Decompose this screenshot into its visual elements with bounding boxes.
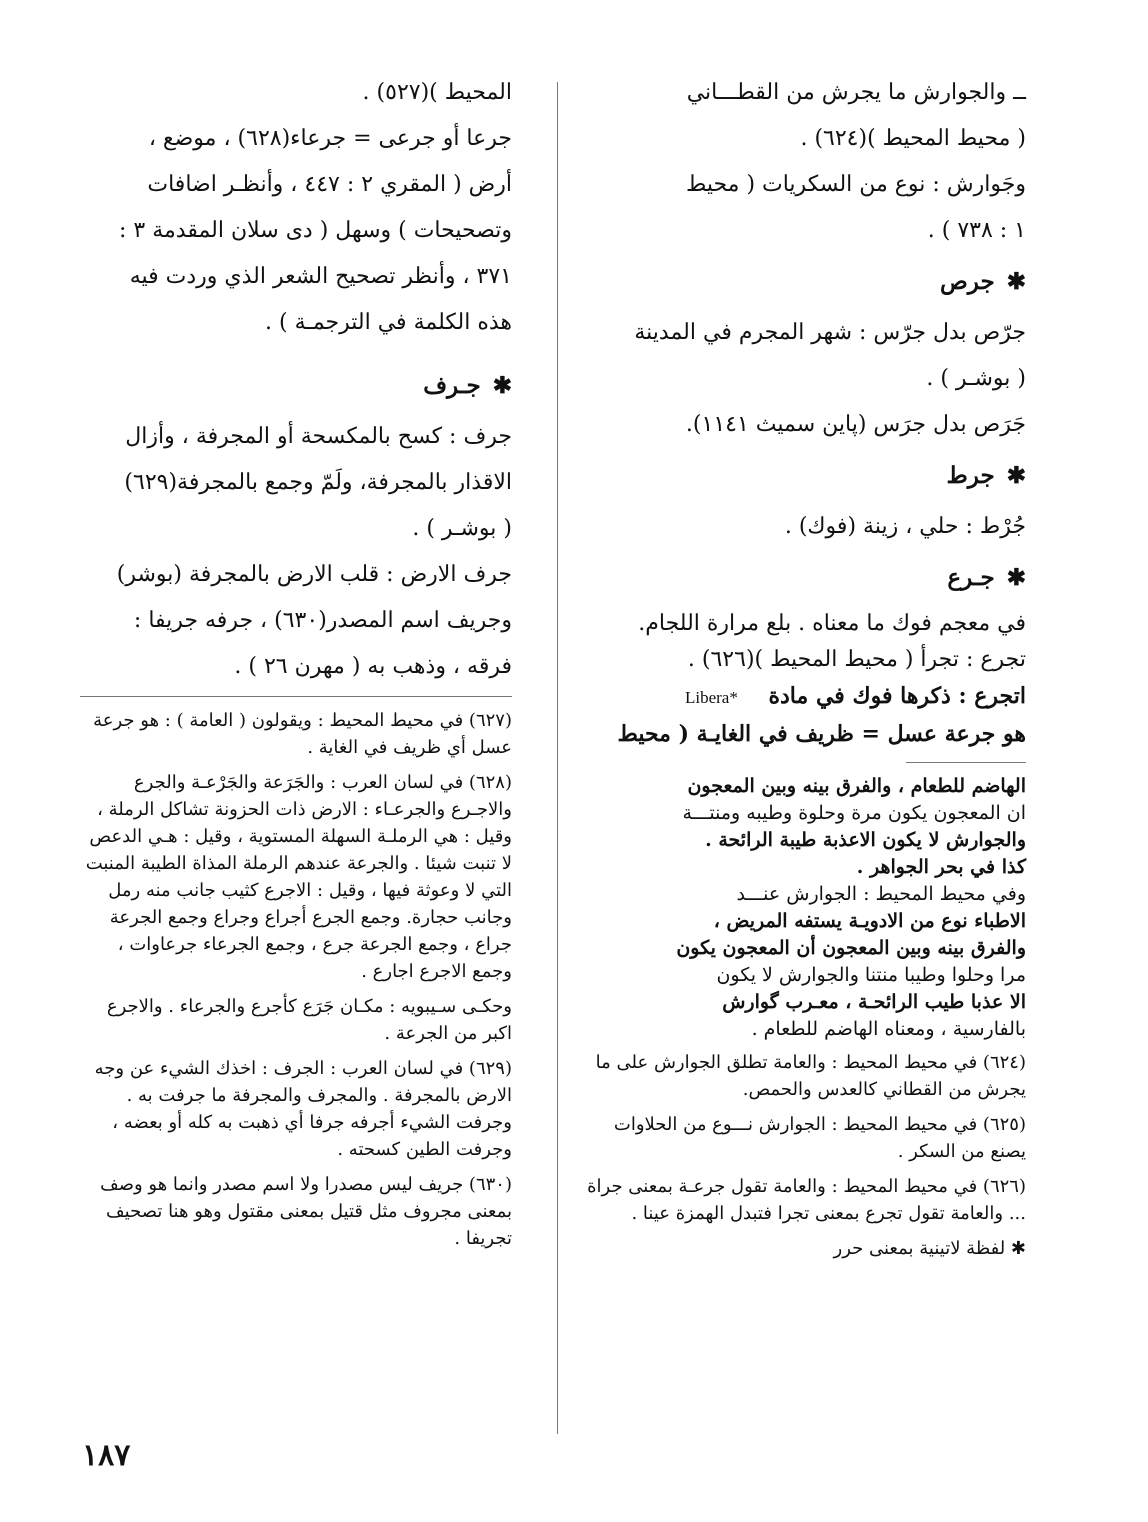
text-line: جرعا أو جرعى = جرعاء(٦٢٨) ، موضع ، — [148, 126, 512, 151]
heading-text: جـرع — [947, 564, 995, 591]
text-line: الاقذار بالمجرفة، ولَمّ وجمع بالمجرفة(٦٢٩) — [124, 470, 512, 495]
footnote-629: (٦٢٩) في لسان العرب : الجرف : اخذك الشيء عن وجه الارض بالمجرفة . والمجرف والمجرفة ما جرفت به . وجرفت الشيء أجرفه جرفا أي ذهبت به كله أو بعضه ، وجرفت الطين كسحته . — [94, 1058, 512, 1160]
text-line: المحيط )(٥٢٧) . — [362, 80, 512, 105]
footnote-625: (٦٢٥) في محيط المحيط : الجوارش نـــوع من الحلاوات يصنع من السكر . — [613, 1114, 1026, 1162]
text-line: أرض ( المقري ٢ : ٤٤٧ ، وأنظـر اضافات — [147, 172, 512, 197]
footnote-628-continued: وحكـى سـيبويه : مكـان جَرَع كأجرع والجرعاء . والاجرع اكبر من الجرعة . — [106, 996, 512, 1044]
text-line: فرقه ، وذهب به ( مهرن ٢٦ ) . — [234, 654, 512, 679]
text-line: ( بوشـر ) . — [412, 516, 512, 541]
right-column — [584, 70, 1026, 1270]
text-line: ــ والجوارش ما يجرش من القطـــاني — [686, 80, 1026, 105]
entry-heading-jaraf — [80, 364, 512, 408]
asterisk-icon: ✱ — [1006, 564, 1026, 591]
asterisk-icon: ✱ — [492, 372, 512, 399]
text-line: اتجرع : ذكرها فوك في مادة — [768, 683, 1026, 709]
note-line: ان المعجون يكون مرة وحلوة وطيبه ومنتـــة — [682, 802, 1026, 824]
footnote-627: (٦٢٧) في محيط المحيط : ويقولون ( العامة ) : هو جرعة عسل أي ظريف في الغاية . — [93, 710, 512, 758]
page-number: ١٨٧ — [82, 1438, 131, 1473]
left-column — [80, 70, 512, 1260]
note-line: والفرق بينه وبين المعجون أن المعجون يكون — [676, 937, 1026, 959]
text-line: ( بوشـر ) . — [926, 366, 1026, 391]
text-line: جرّص بدل جرّس : شهر المجرم في المدينة — [634, 320, 1026, 345]
note-line: الاطباء نوع من الادويـة يستفه المريض ، — [713, 910, 1026, 932]
text-line: جُرْط : حلي ، زينة (فوك) . — [784, 514, 1026, 539]
text-line: هو جرعة عسل = ظريف في الغايـة ( محيط — [617, 721, 1026, 747]
footnote-624: (٦٢٤) في محيط المحيط : والعامة تطلق الجوارش على ما يجرش من القطاني كالعدس والحمص. — [595, 1052, 1026, 1100]
heading-text: جـرف — [423, 372, 481, 399]
note-line: الا عذبا طيب الرائحـة ، معـرب گوارش — [722, 991, 1026, 1013]
text-line: تجرع : تجرأ ( محيط المحيط )(٦٢٦) . — [687, 647, 1026, 672]
latin-word: Libera* — [684, 688, 738, 707]
footnote-divider — [80, 696, 512, 697]
text-line: جَرَص بدل جرَس (پاين سميث ١١٤١). — [685, 412, 1026, 437]
heading-text: جرص — [940, 268, 995, 295]
footnote-divider — [906, 762, 1026, 763]
text-line: هذه الكلمة في الترجمـة ) . — [265, 310, 512, 335]
text-line: ٣٧١ ، وأنظر تصحيح الشعر الذي وردت فيه — [129, 264, 512, 289]
text-line: وجَوارش : نوع من السكريات ( محيط — [685, 172, 1026, 197]
note-line: الهاضم للطعام ، والفرق بينه وبين المعجون — [687, 775, 1026, 797]
text-line: جرف الارض : قلب الارض بالمجرفة (بوشر) — [116, 562, 512, 587]
note-line: والجوارش لا يكون الاعذبة طيبة الرائحة . — [705, 829, 1026, 851]
text-line: ( محيط المحيط )(٦٢٤) . — [800, 126, 1026, 151]
footnote-626: (٦٢٦) في محيط المحيط : والعامة تقول جرعـة بمعنى جراة ... والعامة تقول تجرع بمعنى تجرا فتبدل الهمزة عينا . — [587, 1176, 1026, 1224]
asterisk-icon: ✱ — [1006, 268, 1026, 295]
heading-text: جرط — [946, 462, 995, 489]
notes-block — [584, 773, 1026, 1043]
entry-heading-jarat — [584, 454, 1026, 498]
text-line: في معجم فوك ما معناه . بلع مرارة اللجام. — [638, 611, 1026, 636]
note-line: كذا في بحر الجواهر . — [856, 856, 1026, 878]
note-line: مرا وحلوا وطيبا منتنا والجوارش لا يكون — [716, 964, 1026, 986]
footnote-latin-note: ✱ لفظة لاتينية بمعنى حرر — [833, 1238, 1026, 1259]
text-line: ١ : ٧٣٨ ) . — [927, 218, 1026, 243]
footnote-630: (٦٣٠) جريف ليس مصدرا ولا اسم مصدر وانما هو وصف بمعنى مجروف مثل قتيل بمعنى مقتول وهو هنا تصحيف تجريفا . — [100, 1174, 512, 1249]
asterisk-icon: ✱ — [1006, 462, 1026, 489]
text-line: وتصحيحات ) وسهل ( دى سلان المقدمة ٣ : — [118, 218, 512, 243]
entry-heading-jara — [584, 556, 1026, 600]
column-divider — [557, 82, 558, 1434]
text-line: وجريف اسم المصدر(٦٣٠) ، جرفه جريفا : — [133, 608, 512, 633]
text-line: جرف : كسح بالمكسحة أو المجرفة ، وأزال — [125, 424, 512, 449]
footnote-628: (٦٢٨) في لسان العرب : والجَرَعة والجَرْعـة والجرع والاجـرع والجرعـاء : الارض ذات الحزونة تشاكل الرملة ، وقيل : هي الرملـة السهلة المستوية ، وقيل : هـي الدعص لا تنبت شيئا . والجرعة عندهم الرملة المذاة الطيبة المنبت التي لا وعوثة فيها ، وقيل : الاجرع كثيب جانب منه رمل وجانب حجارة. وجمع الجرع أجراع وجراع وجمع الجرعة جراع ، وجمع الجرعة جرع ، وجمع الجرعاء جرعاوات ، وجمع الاجرع اجارع . — [85, 772, 512, 982]
text-line-with-latin — [584, 678, 1026, 716]
entry-heading-jaras — [584, 260, 1026, 304]
note-line: وفي محيط المحيط : الجوارش عنـــد — [736, 883, 1026, 905]
note-line: بالفارسية ، ومعناه الهاضم للطعام . — [751, 1018, 1026, 1040]
